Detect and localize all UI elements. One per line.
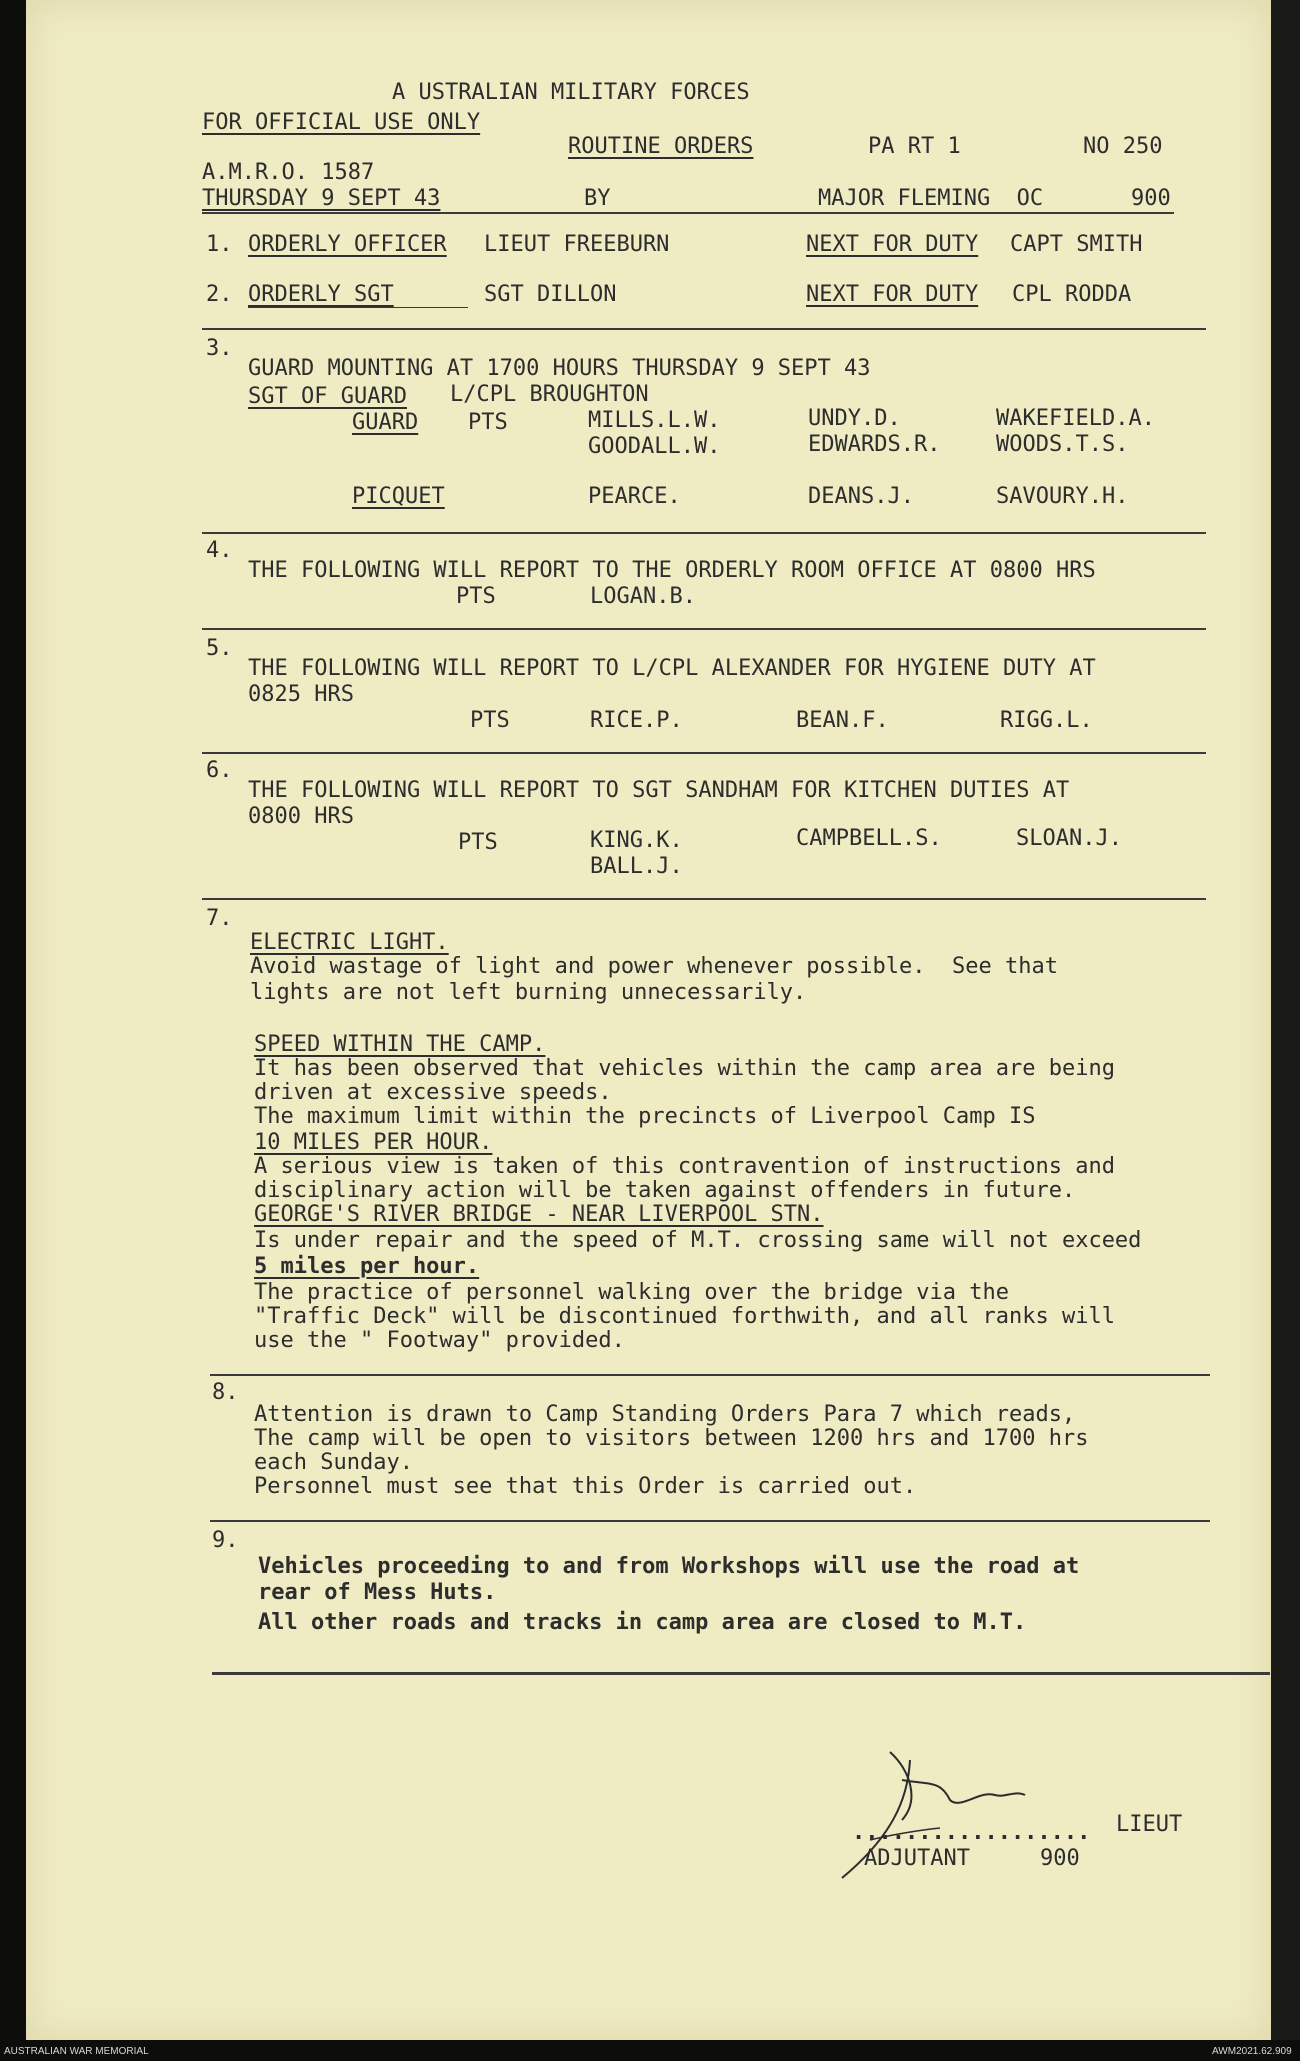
orderly-sgt-name: SGT DILLON xyxy=(484,282,617,307)
item-number: 5. xyxy=(206,636,233,661)
item-number: 7. xyxy=(206,906,233,931)
page-shadow-edge xyxy=(1271,0,1300,2040)
item-text: THE FOLLOWING WILL REPORT TO THE ORDERLY ROOM OFFICE AT 0800 HRS xyxy=(248,558,1096,583)
next-duty-label: NEXT FOR DUTY xyxy=(806,282,979,307)
personnel-name: RICE.P. xyxy=(590,708,683,733)
orderly-sgt-label: ORDERLY SGT xyxy=(248,282,394,307)
body-line: lights are not left burning unnecessarily. xyxy=(250,980,807,1005)
item-number: 8. xyxy=(212,1380,239,1405)
order-number: NO 250 xyxy=(1083,134,1163,159)
body-line: The camp will be open to visitors between 1200 hrs and 1700 hrs xyxy=(254,1426,1089,1451)
section-rule xyxy=(210,1520,1210,1522)
body-line: Is under repair and the speed of M.T. crossing same will not exceed xyxy=(254,1228,1142,1253)
picquet-name: PEARCE. xyxy=(588,484,681,509)
unit-number: 900 xyxy=(1131,186,1171,211)
major-name: MAJOR FLEMING OC xyxy=(818,186,1044,211)
speed-limit: 10 MILES PER HOUR. xyxy=(254,1130,493,1155)
closing-rule xyxy=(212,1672,1270,1675)
section-rule xyxy=(202,328,1206,330)
section-rule xyxy=(202,898,1206,900)
body-line: Personnel must see that this Order is carried out. xyxy=(254,1474,917,1499)
next-duty-name: CAPT SMITH xyxy=(1010,232,1143,257)
guard-name: WAKEFIELD.A. xyxy=(996,406,1155,431)
section-rule xyxy=(202,752,1206,754)
section-rule xyxy=(202,532,1206,534)
order-date: THURSDAY 9 SEPT 43 xyxy=(202,186,441,211)
body-line: Attention is drawn to Camp Standing Orders Para 7 which reads, xyxy=(254,1402,1076,1427)
body-line: It has been observed that vehicles within the camp area are being xyxy=(254,1056,1115,1081)
item-text: THE FOLLOWING WILL REPORT TO L/CPL ALEXANDER FOR HYGIENE DUTY AT xyxy=(248,656,1096,681)
picquet-name: SAVOURY.H. xyxy=(996,484,1129,509)
picquet-name: DEANS.J. xyxy=(808,484,914,509)
item-number: 4. xyxy=(206,538,233,563)
signature-rank: LIEUT xyxy=(1116,1812,1183,1837)
body-line: Avoid wastage of light and power whenever possible. See that xyxy=(250,954,1058,979)
guard-label: GUARD xyxy=(352,410,419,435)
pts-label: PTS xyxy=(468,410,508,435)
by-label: BY xyxy=(584,186,611,211)
body-line: A serious view is taken of this contravention of instructions and xyxy=(254,1154,1115,1179)
signature-title: ADJUTANT xyxy=(864,1846,970,1871)
guard-name: EDWARDS.R. xyxy=(808,432,941,457)
item-number: 3. xyxy=(206,336,233,361)
personnel-name: SLOAN.J. xyxy=(1016,826,1122,851)
sgt-of-guard-name: L/CPL BROUGHTON xyxy=(450,382,649,407)
body-line: All other roads and tracks in camp area are closed to M.T. xyxy=(258,1610,1027,1635)
body-line: Vehicles proceeding to and from Workshops will use the road at xyxy=(258,1554,1080,1579)
guard-mounting-line: GUARD MOUNTING AT 1700 HOURS THURSDAY 9 SEPT 43 xyxy=(248,356,871,381)
guard-name: MILLS.L.W. xyxy=(588,408,721,433)
personnel-name: RIGG.L. xyxy=(1000,708,1093,733)
personnel-name: CAMPBELL.S. xyxy=(796,826,942,851)
body-line: use the " Footway" provided. xyxy=(254,1328,625,1353)
picquet-label: PICQUET xyxy=(352,484,445,509)
routine-orders-label: ROUTINE ORDERS xyxy=(568,134,754,159)
sgt-of-guard-label: SGT OF GUARD xyxy=(248,384,407,409)
official-use-label: FOR OFFICIAL USE ONLY xyxy=(202,110,481,135)
part-label: PA RT 1 xyxy=(868,134,961,159)
header-rule xyxy=(202,212,1174,214)
personnel-name: LOGAN.B. xyxy=(590,584,696,609)
body-line: driven at excessive speeds. xyxy=(254,1080,612,1105)
bridge-heading: GEORGE'S RIVER BRIDGE - NEAR LIVERPOOL STN. xyxy=(254,1202,824,1227)
guard-name: WOODS.T.S. xyxy=(996,432,1129,457)
body-line: rear of Mess Huts. xyxy=(258,1580,497,1605)
section-rule xyxy=(202,628,1206,630)
next-duty-label: NEXT FOR DUTY xyxy=(806,232,979,257)
amro-ref: A.M.R.O. 1587 xyxy=(202,160,375,185)
personnel-name: BALL.J. xyxy=(590,854,683,879)
personnel-name: BEAN.F. xyxy=(796,708,889,733)
speed-camp-heading: SPEED WITHIN THE CAMP. xyxy=(254,1032,546,1057)
item-number: 9. xyxy=(212,1528,239,1553)
signature-dots: .................. xyxy=(852,1820,1091,1845)
body-line: disciplinary action will be taken against offenders in future. xyxy=(254,1178,1076,1203)
item-number: 6. xyxy=(206,758,233,783)
item-number: 1. xyxy=(206,232,233,257)
body-line: "Traffic Deck" will be discontinued forthwith, and all ranks will xyxy=(254,1304,1115,1329)
orderly-officer-name: LIEUT FREEBURN xyxy=(484,232,670,257)
handwritten-signature xyxy=(830,1740,1090,1880)
pts-label: PTS xyxy=(456,584,496,609)
personnel-name: KING.K. xyxy=(590,828,683,853)
body-line: The practice of personnel walking over the bridge via the xyxy=(254,1280,1009,1305)
item-text: 0800 HRS xyxy=(248,804,354,829)
section-rule xyxy=(210,1374,1210,1376)
next-duty-name: CPL RODDA xyxy=(1012,282,1132,307)
pts-label: PTS xyxy=(458,830,498,855)
item-number: 2. xyxy=(206,282,233,307)
signature-unit: 900 xyxy=(1040,1846,1080,1871)
pts-label: PTS xyxy=(470,708,510,733)
orderly-officer-label: ORDERLY OFFICER xyxy=(248,232,447,257)
body-line: The maximum limit within the precincts of Liverpool Camp IS xyxy=(254,1104,1036,1129)
body-line: each Sunday. xyxy=(254,1450,413,1475)
electric-light-heading: ELECTRIC LIGHT. xyxy=(250,930,449,955)
guard-name: UNDY.D. xyxy=(808,406,901,431)
underline-rule xyxy=(248,307,468,308)
item-text: THE FOLLOWING WILL REPORT TO SGT SANDHAM FOR KITCHEN DUTIES AT xyxy=(248,778,1070,803)
forces-title: A USTRALIAN MILITARY FORCES xyxy=(392,80,750,105)
item-text: 0825 HRS xyxy=(248,682,354,707)
guard-name: GOODALL.W. xyxy=(588,434,721,459)
archive-credit: AUSTRALIAN WAR MEMORIAL xyxy=(4,2046,149,2057)
archive-reference: AWM2021.62.909 xyxy=(1212,2046,1292,2057)
bridge-speed-limit: 5 miles per hour. xyxy=(254,1254,480,1279)
